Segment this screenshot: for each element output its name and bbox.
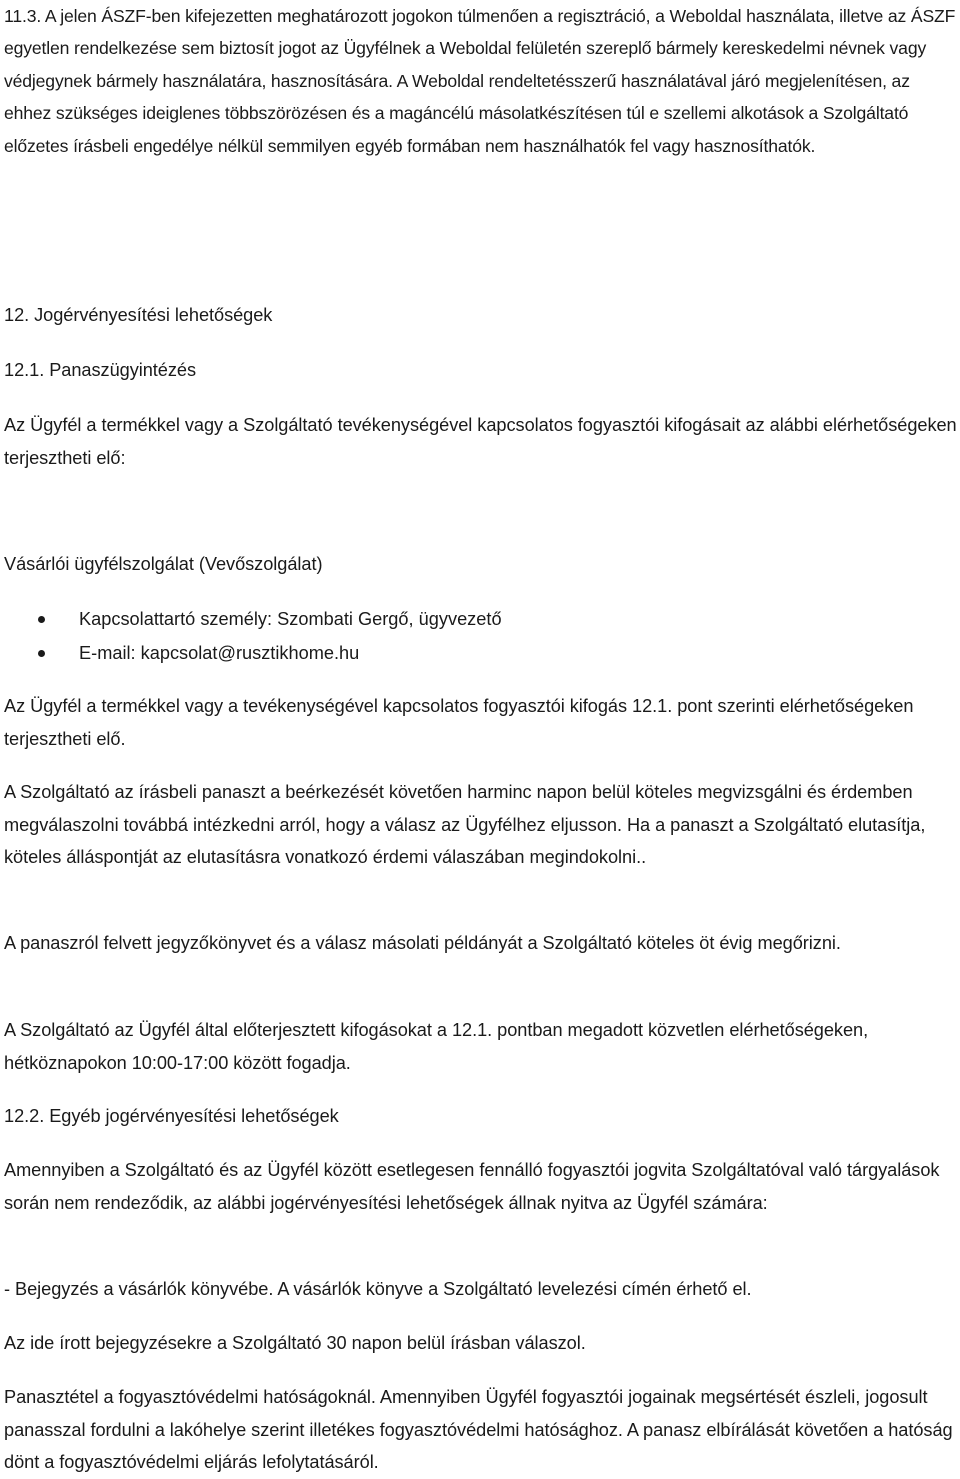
other-remedies-intro-paragraph: Amennyiben a Szolgáltató és az Ügyfél között esetlegesen fennálló fogyasztói jogvita Szolgáltatóval való tárgyalások során nem rendeződik, az alábbi jogérvényesítési lehetőségek állnak nyitva az Ügyfél számára: xyxy=(4,1160,940,1213)
bullet-icon xyxy=(38,616,45,623)
record-retention-paragraph: A panaszról felvett jegyzőkönyvet és a válasz másolati példányát a Szolgáltató köteles öt évig megőrizni. xyxy=(4,933,841,953)
reception-hours-paragraph: A Szolgáltató az Ügyfél által előterjesztett kifogásokat a 12.1. pontban megadott közvetlen elérhetőségeken, hétköznapokon 10:00-17:00 között fogadja. xyxy=(4,1020,869,1073)
bullet-icon xyxy=(38,650,45,657)
complaint-channel-paragraph: Az Ügyfél a termékkel vagy a tevékenységével kapcsolatos fogyasztói kifogás 12.1. pont szerinti elérhetőségeken terjesztheti elő. xyxy=(4,696,914,749)
complaint-book-reply-paragraph: Az ide írott bejegyzésekre a Szolgáltató 30 napon belül írásban válaszol. xyxy=(4,1333,586,1353)
customer-service-title: Vásárlói ügyfélszolgálat (Vevőszolgálat) xyxy=(4,554,323,574)
contact-list xyxy=(0,602,960,670)
section-12-2-heading: 12.2. Egyéb jogérvényesítési lehetőségek xyxy=(4,1106,339,1126)
section-11-3-text: A jelen ÁSZF-ben kifejezetten meghatározott jogokon túlmenően a regisztráció, a Weboldal használata, illetve az ÁSZF egyetlen rendelkezése sem biztosít jogot az Ügyfélnek a Weboldal felületén szereplő bármely kereskedelmi névnek vagy védjegynek bármely használatára, hasznosítására. xyxy=(4,6,956,91)
complaint-response-paragraph: A Szolgáltató az írásbeli panaszt a beérkezését követően harminc napon belül köteles megvizsgálni és érdemben megválaszolni továbbá intézkedni arról, hogy a válasz az Ügyfélhez eljusson. Ha a panaszt a Szolgáltató elutasítja, köteles álláspontját az elutasításra vonatkozó érdemi válaszában megindokolni.. xyxy=(4,782,926,868)
list-item xyxy=(0,602,960,636)
list-item xyxy=(0,636,960,670)
section-11-3-paragraph xyxy=(4,0,958,162)
consumer-authority-paragraph: Panasztétel a fogyasztóvédelmi hatóságoknál. Amennyiben Ügyfél fogyasztói jogainak megsértését észleli, jogosult panasszal fordulni a lakóhelye szerint illetékes fogyasztóvédelmi hatósághoz. A panasz elbírálását követően a hatóság dönt a fogyasztóvédelmi eljárás lefolytatásáról. xyxy=(4,1387,953,1473)
section-11-3-text-continued: A Weboldal rendeltetésszerű használatával járó megjelenítésen, az ehhez szükséges ideiglenes többszörözésen és a magáncélú másolatkészítésen túl e szellemi alkotások a Szolgáltató előzetes írásbeli engedélye nélkül semmilyen egyéb formában nem használhatók fel vagy hasznosíthatók. xyxy=(4,70,910,156)
section-11-3-number: 11.3. xyxy=(4,6,42,26)
complaint-intro-paragraph: Az Ügyfél a termékkel vagy a Szolgáltató tevékenységével kapcsolatos fogyasztói kifogásait az alábbi elérhetőségeken terjesztheti elő: xyxy=(4,415,957,468)
contact-email: E-mail: kapcsolat@rusztikhome.hu xyxy=(79,643,360,663)
section-12-1-heading: 12.1. Panaszügyintézés xyxy=(4,360,197,380)
contact-person: Kapcsolattartó személy: Szombati Gergő, ügyvezető xyxy=(79,609,502,629)
complaint-book-paragraph: - Bejegyzés a vásárlók könyvébe. A vásárlók könyve a Szolgáltató levelezési címén érhető el. xyxy=(4,1279,752,1299)
section-12-heading: 12. Jogérvényesítési lehetőségek xyxy=(4,305,273,325)
